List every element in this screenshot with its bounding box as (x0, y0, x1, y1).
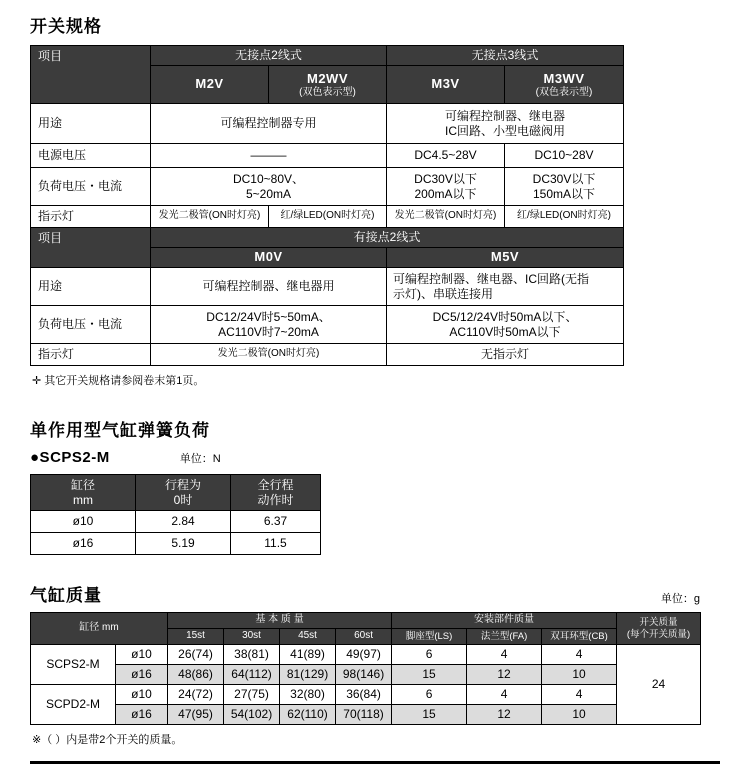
supply-voltage-m3wv-cell: DC10~28V (505, 144, 624, 168)
header-model-m2wv (269, 66, 387, 104)
weight-section-header (30, 581, 700, 606)
row-label-use: 用途 (31, 104, 151, 144)
weight-header-basic: 基 本 质 量 (168, 613, 392, 629)
weight-mount-cell: 6 (392, 645, 467, 665)
weight-header-stroke-45: 45st (280, 629, 336, 645)
indicator-m3wv-cell: 红/绿LED(ON时灯亮) (505, 206, 624, 228)
weight-mount-cell: 10 (542, 705, 617, 725)
row-label-indicator-2: 指示灯 (31, 344, 151, 366)
weight-bore-cell: ø16 (116, 705, 168, 725)
weight-basic-cell: 47(95) (168, 705, 224, 725)
weight-mount-cell: 4 (467, 645, 542, 665)
weight-basic-cell: 70(118) (336, 705, 392, 725)
spring-bore-cell: ø10 (31, 511, 136, 533)
header-model-m3wv (505, 66, 624, 104)
weight-switch-cell: 24 (617, 645, 701, 725)
weight-basic-cell: 41(89) (280, 645, 336, 665)
use-3wire-cell: 可编程控制器、继电器 IC回路、小型电磁阀用 (387, 104, 624, 144)
weight-mount-cell: 4 (542, 685, 617, 705)
weight-row-scpd2-10 (31, 685, 701, 705)
weight-basic-cell: 38(81) (224, 645, 280, 665)
use-m5v-cell: 可编程控制器、继电器、IC回路(无指 示灯)、串联连接用 (387, 268, 624, 306)
header-group-2wire: 无接点2线式 (151, 46, 387, 66)
supply-voltage-m3v-cell: DC4.5~28V (387, 144, 505, 168)
weight-header-mount: 安装部件质量 (392, 613, 617, 629)
model-m2v-label: M2V (195, 76, 224, 92)
switch-spec-table (30, 45, 624, 366)
weight-header-switch: 开关质量 (每个开关质量) (617, 613, 701, 645)
spring-load-table (30, 474, 321, 555)
row-label-indicator: 指示灯 (31, 206, 151, 228)
spring-full-cell: 6.37 (231, 511, 321, 533)
weight-mount-cell: 4 (467, 685, 542, 705)
weight-row-scps2-16 (31, 665, 701, 685)
header-model-m0v (151, 248, 387, 268)
weight-header-mount-cb: 双耳环型(CB) (542, 629, 617, 645)
spring-load-model: ●SCPS2-M (30, 449, 110, 466)
weight-basic-cell: 54(102) (224, 705, 280, 725)
weight-mount-cell: 12 (467, 705, 542, 725)
load-m3v-cell: DC30V以下 200mA以下 (387, 168, 505, 206)
spring-header-bore: 缸径 mm (31, 475, 136, 511)
model-m3wv-subtype: (双色表示型) (535, 87, 593, 99)
spring-row-16 (31, 533, 321, 555)
header-item-2: 项目 (31, 228, 151, 268)
spring-zero-cell: 5.19 (136, 533, 231, 555)
weight-basic-cell: 48(86) (168, 665, 224, 685)
indicator-m0v-cell: 发光二极管(ON时灯亮) (151, 344, 387, 366)
weight-basic-cell: 32(80) (280, 685, 336, 705)
weight-mount-cell: 12 (467, 665, 542, 685)
section-title-spring-load: 单作用型气缸弹簧负荷 (30, 421, 210, 440)
weight-row-scps2-10 (31, 645, 701, 665)
header-model-m5v (387, 248, 624, 268)
header-group-3wire: 无接点3线式 (387, 46, 624, 66)
section-title-weight: 气缸质量 (30, 586, 102, 605)
weight-mount-cell: 10 (542, 665, 617, 685)
weight-header-stroke-30: 30st (224, 629, 280, 645)
weight-bore-cell: ø10 (116, 685, 168, 705)
indicator-m3v-cell: 发光二极管(ON时灯亮) (387, 206, 505, 228)
weight-unit: 单位：g (660, 593, 700, 605)
weight-mount-cell: 15 (392, 665, 467, 685)
weight-table (30, 612, 701, 725)
spring-header-full-stroke: 全行程 动作时 (231, 475, 321, 511)
spring-load-unit: 单位：N (179, 453, 221, 465)
model-m2wv-label: M2WV (307, 70, 348, 86)
weight-mount-cell: 4 (542, 645, 617, 665)
weight-basic-cell: 98(146) (336, 665, 392, 685)
row-label-use-2: 用途 (31, 268, 151, 306)
weight-basic-cell: 26(74) (168, 645, 224, 665)
weight-row-scpd2-16 (31, 705, 701, 725)
spring-full-cell: 11.5 (231, 533, 321, 555)
weight-header-stroke-60: 60st (336, 629, 392, 645)
model-m5v-label: M5V (490, 249, 520, 265)
weight-header-stroke-15: 15st (168, 629, 224, 645)
weight-mount-cell: 6 (392, 685, 467, 705)
weight-basic-cell: 24(72) (168, 685, 224, 705)
model-m2wv-subtype: (双色表示型) (299, 87, 356, 99)
load-m5v-cell: DC5/12/24V时50mA以下、 AC110V时50mA以下 (387, 306, 624, 344)
row-label-load-2: 负荷电压・电流 (31, 306, 151, 344)
model-m0v-label: M0V (254, 249, 283, 265)
weight-basic-cell: 64(112) (224, 665, 280, 685)
spring-bore-cell: ø16 (31, 533, 136, 555)
spring-header-zero-stroke: 行程为 0时 (136, 475, 231, 511)
spring-row-10 (31, 511, 321, 533)
switch-spec-note: ✛ 其它开关规格请参阅卷末第1页。 (32, 375, 205, 387)
model-m3v-label: M3V (431, 76, 460, 92)
header-model-m2v (151, 66, 269, 104)
indicator-m2v-cell: 发光二极管(ON时灯亮) (151, 206, 269, 228)
weight-mount-cell: 15 (392, 705, 467, 725)
spring-load-subheader (30, 449, 750, 466)
weight-basic-cell: 49(97) (336, 645, 392, 665)
weight-bore-cell: ø10 (116, 645, 168, 665)
header-model-m3v (387, 66, 505, 104)
load-2wire-cell: DC10~80V、 5~20mA (151, 168, 387, 206)
indicator-m5v-cell: 无指示灯 (387, 344, 624, 366)
weight-header-bore: 缸径 mm (31, 613, 168, 645)
weight-basic-cell: 36(84) (336, 685, 392, 705)
use-m0v-cell: 可编程控制器、继电器用 (151, 268, 387, 306)
weight-basic-cell: 62(110) (280, 705, 336, 725)
section-title-switch-spec: 开关规格 (30, 17, 102, 36)
model-m3wv-label: M3WV (543, 70, 585, 86)
row-label-load: 负荷电压・电流 (31, 168, 151, 206)
load-m0v-cell: DC12/24V时5~50mA、 AC110V时7~20mA (151, 306, 387, 344)
supply-voltage-2wire-cell: ——— (151, 144, 387, 168)
weight-model-cell: SCPS2-M (31, 645, 116, 685)
weight-note: ※（ ）内是带2个开关的质量。 (32, 734, 183, 746)
load-m3wv-cell: DC30V以下 150mA以下 (505, 168, 624, 206)
weight-model-cell: SCPD2-M (31, 685, 116, 725)
header-item: 项目 (31, 46, 151, 104)
row-label-supply-voltage: 电源电压 (31, 144, 151, 168)
header-group-contact-2wire: 有接点2线式 (151, 228, 624, 248)
weight-basic-cell: 27(75) (224, 685, 280, 705)
spring-zero-cell: 2.84 (136, 511, 231, 533)
indicator-m2wv-cell: 红/绿LED(ON时灯亮) (269, 206, 387, 228)
weight-bore-cell: ø16 (116, 665, 168, 685)
use-2wire-cell: 可编程控制器专用 (151, 104, 387, 144)
weight-basic-cell: 81(129) (280, 665, 336, 685)
weight-header-mount-ls: 脚座型(LS) (392, 629, 467, 645)
weight-header-mount-fa: 法兰型(FA) (467, 629, 542, 645)
